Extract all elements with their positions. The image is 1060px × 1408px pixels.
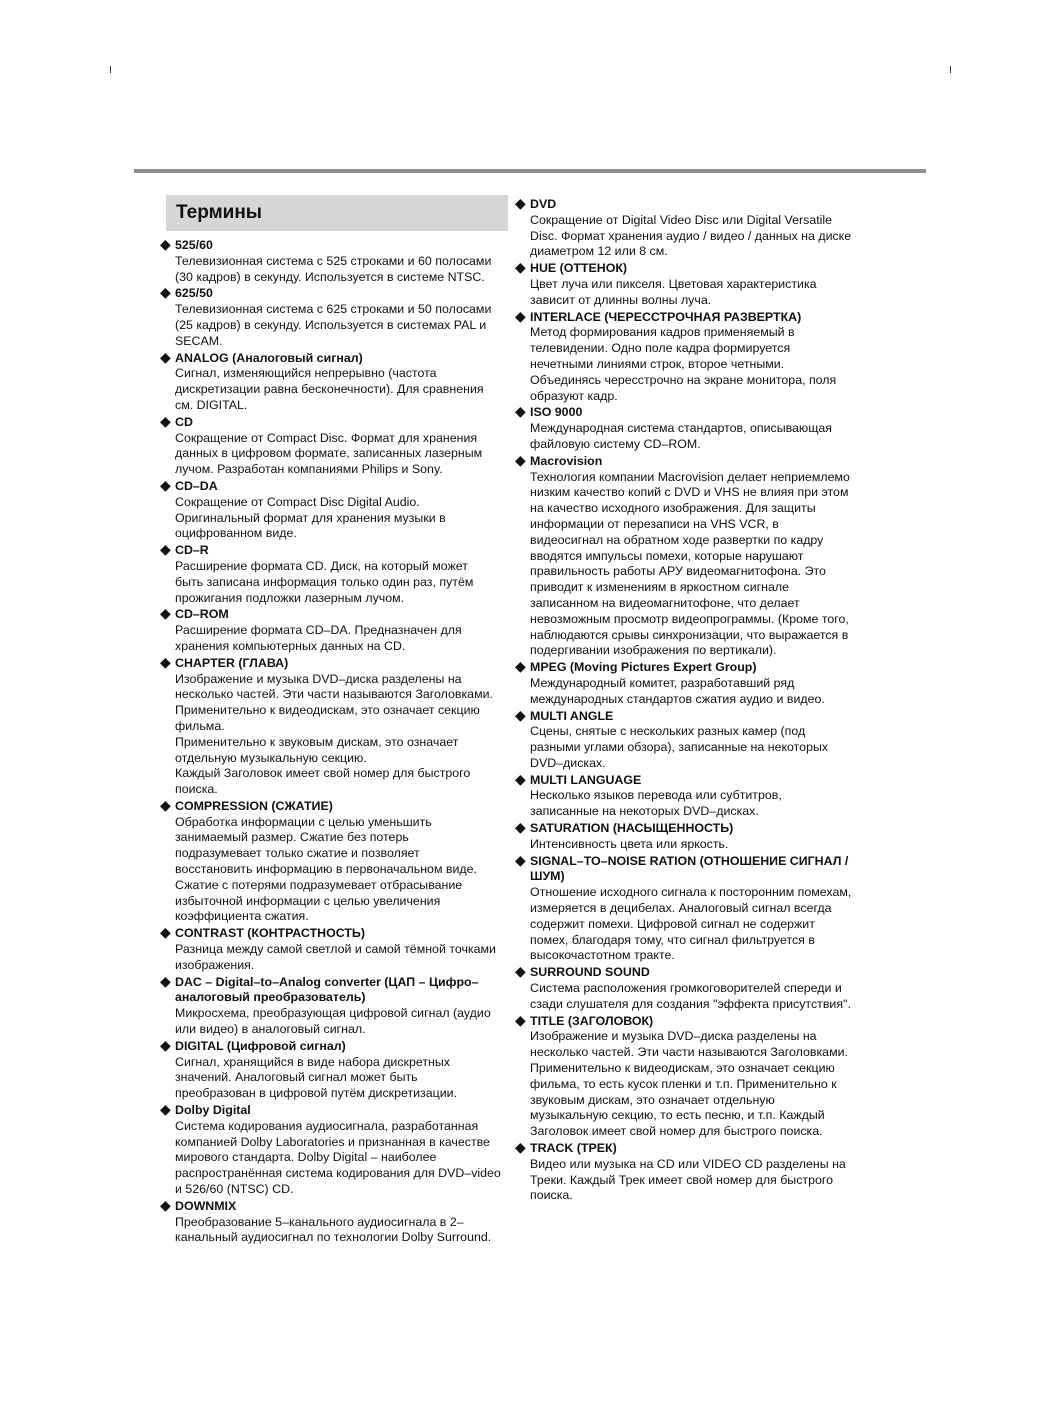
diamond-bullet-icon: ◆ [515, 195, 526, 211]
glossary-definition: Отношение исходного сигнала к посторонним помехам, измеряется в децибелах. Аналоговый сигнал всегда содержит помехи. Цифровой сигнал не содержит помех, благодаря тому, что сигнал фильтруется в высокочастотном тракте. [530, 885, 852, 963]
glossary-term-label: DOWNMIX [175, 1198, 237, 1213]
glossary-term-label: MULTI ANGLE [530, 708, 614, 723]
glossary-term-label: HUE (ОТТЕНОК) [530, 261, 628, 276]
diamond-bullet-icon: ◆ [160, 412, 171, 429]
diamond-bullet-icon: ◆ [515, 403, 526, 420]
glossary-term [160, 285, 516, 302]
glossary-term-label: ISO 9000 [530, 405, 583, 420]
glossary-term [160, 414, 516, 431]
diamond-bullet-icon: ◆ [160, 1036, 171, 1053]
glossary-entry [160, 655, 516, 798]
glossary-definition: Сокращение от Digital Video Disc или Digital Versatile Disc. Формат хранения аудио / видео / данных на диске диаметром 12 или 8 см. [530, 212, 852, 259]
glossary-term [515, 853, 875, 886]
diamond-bullet-icon: ◆ [515, 658, 526, 675]
diamond-bullet-icon: ◆ [515, 770, 526, 787]
glossary-definition: Система кодирования аудиосигнала, разработанная компанией Dolby Laboratories и признанная в качестве мирового стандарта. Dolby Digital – наиболее распространённая система кодирования для DVD–video и 526/60 (NTSC) CD. [175, 1118, 501, 1197]
crop-mark-right [950, 66, 951, 73]
header-rule [134, 169, 926, 173]
glossary-entry [515, 260, 875, 308]
glossary-term [515, 196, 875, 213]
diamond-bullet-icon: ◆ [160, 348, 171, 365]
diamond-bullet-icon: ◆ [160, 972, 171, 989]
glossary-term-label: Macrovision [530, 453, 603, 468]
glossary-term [160, 974, 516, 1007]
glossary-definition: Преобразование 5–канального аудиосигнала в 2– канальный аудиосигнал по технологии Dolby Surround. [175, 1214, 492, 1245]
glossary-definition: Сигнал, изменяющийся непрерывно (частота дискретизации равна бесконечности). Для сравнения см. DIGITAL. [175, 366, 484, 412]
glossary-entry [515, 453, 875, 659]
glossary-term-label: INTERLACE (ЧЕРЕССТРОЧНАЯ РАЗВЕРТКА) [530, 309, 802, 324]
glossary-term-label: CHAPTER (ГЛАВА) [175, 655, 289, 670]
glossary-entry [160, 974, 516, 1038]
glossary-term-label: DIGITAL (Цифровой сигнал) [175, 1038, 346, 1053]
glossary-definition: Обработка информации с целью уменьшить занимаемый размер. Сжатие без потерь подразумевает только сжатие и позволяет восстановить информацию в первоначальном виде. Сжатие с потерями подразумевает отбрасывание избыточной информации с целью увеличения коэффициента сжатия. [175, 814, 477, 924]
diamond-bullet-icon: ◆ [160, 605, 171, 622]
glossary-definition: Расширение формата CD. Диск, на который может быть записана информация только один раз, путём прожигания подложки лазерным лучом. [175, 558, 474, 605]
glossary-entry [515, 1140, 875, 1204]
glossary-entry [515, 708, 875, 772]
glossary-term [160, 237, 516, 254]
glossary-definition: Цвет луча или пикселя. Цветовая характеристика зависит от длинны волны луча. [530, 276, 817, 307]
glossary-term-label: CD–DA [175, 478, 218, 493]
diamond-bullet-icon: ◆ [515, 851, 526, 868]
diamond-bullet-icon: ◆ [160, 653, 171, 670]
glossary-term [160, 478, 516, 495]
glossary-definition: Сигнал, хранящийся в виде набора дискретных значений. Аналоговый сигнал может быть преобразован в цифровой путём дискретизации. [175, 1054, 458, 1101]
diamond-bullet-icon: ◆ [160, 541, 171, 558]
glossary-term-label: DVD [530, 197, 557, 211]
diamond-bullet-icon: ◆ [515, 706, 526, 723]
glossary-entry [515, 309, 875, 405]
glossary-term [160, 1038, 516, 1055]
glossary-term-label: MULTI LANGUAGE [530, 772, 642, 787]
glossary-term-label: SATURATION (НАСЫЩЕННОСТЬ) [530, 821, 734, 836]
glossary-term [160, 542, 516, 559]
glossary-entry [160, 478, 516, 542]
glossary-entry [515, 1013, 875, 1140]
diamond-bullet-icon: ◆ [515, 819, 526, 836]
diamond-bullet-icon: ◆ [160, 924, 171, 941]
glossary-term [515, 820, 875, 837]
glossary-term [515, 708, 875, 725]
glossary-definition: Система расположения громкоговорителей спереди и сзади слушателя для создания "эффекта присутствия". [530, 981, 851, 1011]
glossary-entry [160, 1038, 516, 1102]
glossary-entry [160, 606, 516, 654]
glossary-entry [515, 820, 875, 853]
glossary-term-label: 525/60 [175, 238, 213, 252]
glossary-definition: Международная система стандартов, описывающая файловую систему CD–ROM. [530, 421, 833, 451]
glossary-right-column [515, 196, 875, 1204]
glossary-entry [515, 659, 875, 707]
glossary-term-label: CD–R [175, 543, 209, 558]
glossary-entry [515, 196, 875, 260]
glossary-definition: Сокращение от Compact Disc Digital Audio. Оригинальный формат для хранения музыки в оцифрованном виде. [175, 494, 446, 541]
glossary-entry [160, 237, 516, 285]
glossary-definition: Метод формирования кадров применяемый в телевидении. Одно поле кадра формируется нечетными линиями строк, второе четными. Объединясь чересстрочно на экране монитора, поля образуют кадр. [530, 325, 837, 403]
glossary-definition: Сцены, снятые с нескольких разных камер (под разными углами обзора), записанные на некоторых DVD–дисках. [530, 724, 829, 770]
glossary-entry [160, 285, 516, 349]
glossary-entry [160, 350, 516, 414]
glossary-term [515, 453, 875, 470]
glossary-term [160, 606, 516, 623]
page-title: Термины [176, 202, 263, 223]
glossary-term [515, 964, 875, 981]
glossary-definition: Изображение и музыка DVD–диска разделены на несколько частей. Эти части называются Заголовками. Применительно к видеодискам, это означает секцию фильма. Применительно к звуковым дискам, это означает отдельную музыкальную секцию. Каждый Заголовок имеет свой номер для быстрого поиска. [175, 671, 493, 797]
glossary-entry [160, 542, 516, 606]
glossary-term [160, 1102, 516, 1119]
diamond-bullet-icon: ◆ [515, 1011, 526, 1028]
glossary-term [515, 659, 875, 676]
glossary-definition: Разница между самой светлой и самой тёмной точками изображения. [175, 942, 496, 972]
section-title-bar [166, 195, 508, 231]
glossary-term [160, 1198, 516, 1215]
glossary-term [515, 309, 875, 326]
glossary-entry [160, 414, 516, 478]
glossary-term [160, 350, 516, 367]
glossary-term-label: TITLE (ЗАГОЛОВОК) [530, 1013, 654, 1028]
glossary-term-label: MPEG (Moving Pictures Expert Group) [530, 660, 757, 675]
glossary-entry [160, 925, 516, 973]
glossary-term-label: CD–ROM [175, 607, 229, 622]
diamond-bullet-icon: ◆ [515, 963, 526, 980]
glossary-term-label: COMPRESSION (СЖАТИЕ) [175, 798, 333, 813]
glossary-definition: Изображение и музыка DVD–диска разделены на несколько частей. Эти части называются Заголовками. Применительно к видеодискам, это означает секцию фильма, то есть кусок пленки и т.п. Применительно к звуковым дискам, это означает отдельную музыкальную секцию, то есть песню, и т.п. Каждый Заголовок имеет свой номер для быстрого поиска. [530, 1029, 848, 1139]
diamond-bullet-icon: ◆ [160, 1101, 171, 1118]
glossary-entry [515, 772, 875, 820]
glossary-definition: Сокращение от Compact Disc. Формат для хранения данных в цифровом формате, записанных лазерным лучом. Разработан компаниями Philips и Sony. [175, 430, 483, 477]
glossary-term-label: DAC – Digital–to–Analog converter (ЦАП – Цифро– аналоговый преобразователь) [175, 974, 479, 1005]
glossary-term [160, 655, 516, 672]
glossary-definition: Международный комитет, разработавший ряд международных стандартов сжатия аудио и видео. [530, 675, 825, 706]
glossary-entry [515, 964, 875, 1012]
glossary-term-label: CD [175, 414, 193, 429]
glossary-definition: Технология компании Macrovision делает неприемлемо низким качество копий с DVD и VHS не влияя при этом на качество исходного изображения. Для защиты информации от перезаписи на VHS VCR, в видеосигнал на обратном ходе развертки по кадру вводятся импульсы помехи, которые нарушают правильность работы АРУ видеомагнитофона. Это приводит к изменениям в яркостном сигнале записанном на видеомагнитофоне, что делает невозможным просмотр видеопрограммы. (Кроме того, наблюдаются срывы синхронизации, что выражается в подергивании изображения по вертикали). [530, 469, 850, 658]
glossary-term-label: ANALOG (Аналоговый сигнал) [175, 350, 363, 365]
diamond-bullet-icon: ◆ [160, 1196, 171, 1213]
glossary-term-label: CONTRAST (КОНТРАСТНОСТЬ) [175, 926, 365, 941]
glossary-term [515, 1140, 875, 1157]
glossary-definition: Несколько языков перевода или субтитров, записанные на некоторых DVD–дисках. [530, 788, 782, 819]
glossary-term [160, 925, 516, 942]
diamond-bullet-icon: ◆ [515, 1139, 526, 1156]
glossary-left-column [160, 237, 516, 1246]
glossary-definition: Микросхема, преобразующая цифровой сигнал (аудио или видео) в аналоговый сигнал. [175, 1006, 491, 1037]
diamond-bullet-icon: ◆ [515, 307, 526, 324]
glossary-term-label: SIGNAL–TO–NOISE RATION (ОТНОШЕНИЕ СИГНАЛ / ШУМ) [530, 853, 849, 884]
glossary-term [515, 260, 875, 277]
glossary-entry [160, 798, 516, 925]
glossary-definition: Телевизионная система с 625 строками и 50 полосами (25 кадров) в секунду. Используется в системах PAL и SECAM. [175, 302, 492, 348]
glossary-definition: Видео или музыка на CD или VIDEO CD разделены на Треки. Каждый Трек имеет свой номер для быстрого поиска. [530, 1156, 846, 1203]
glossary-term-label: TRACK (ТРЕК) [530, 1141, 617, 1156]
glossary-entry [160, 1102, 516, 1198]
glossary-term [160, 798, 516, 815]
glossary-term [515, 772, 875, 789]
glossary-term-label: SURROUND SOUND [530, 965, 650, 980]
glossary-term [515, 404, 875, 421]
glossary-entry [515, 853, 875, 965]
diamond-bullet-icon: ◆ [160, 236, 171, 252]
glossary-entry [515, 404, 875, 452]
crop-mark-left [110, 66, 111, 73]
diamond-bullet-icon: ◆ [160, 796, 171, 813]
glossary-entry [160, 1198, 516, 1246]
glossary-definition: Телевизионная система с 525 строками и 60 полосами (30 кадров) в секунду. Используется в системе NTSC. [175, 253, 492, 284]
glossary-term-label: Dolby Digital [175, 1103, 251, 1118]
glossary-definition: Интенсивность цвета или яркость. [530, 836, 729, 851]
glossary-definition: Расширение формата CD–DA. Предназначен для хранения компьютерных данных на CD. [175, 623, 462, 653]
diamond-bullet-icon: ◆ [160, 476, 171, 493]
glossary-term [515, 1013, 875, 1030]
diamond-bullet-icon: ◆ [515, 259, 526, 276]
diamond-bullet-icon: ◆ [160, 284, 171, 301]
diamond-bullet-icon: ◆ [515, 451, 526, 468]
glossary-term-label: 625/50 [175, 286, 213, 301]
